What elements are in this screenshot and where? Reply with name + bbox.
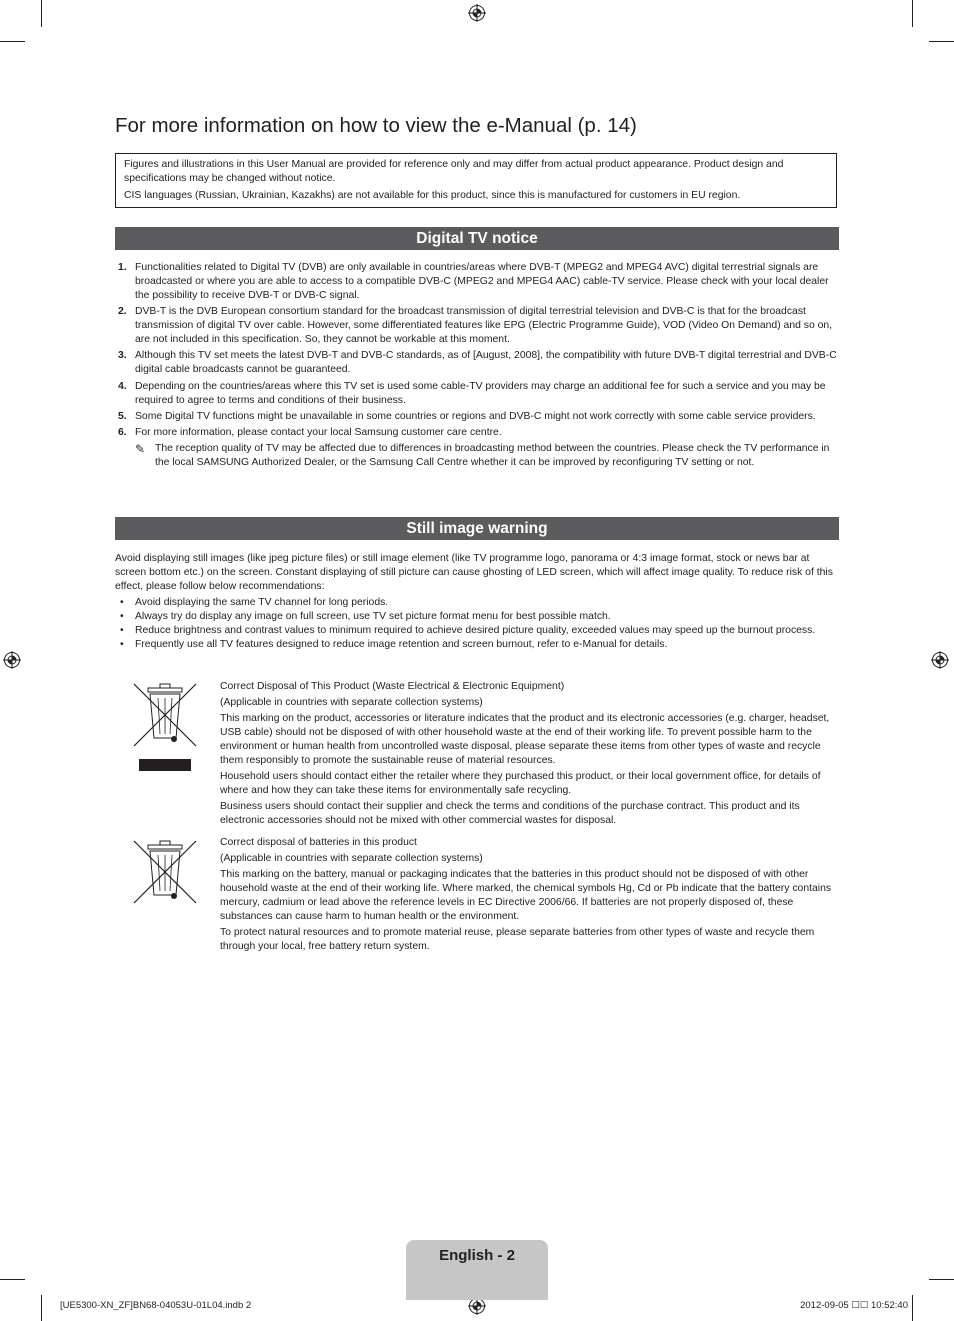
disclaimer-text: Figures and illustrations in this User Manual are provided for reference only and may differ from actual product appearance. Product design and specifications may be changed without notice.: [124, 159, 784, 184]
section-header-digital-tv: Digital TV notice: [115, 227, 839, 250]
list-item: [115, 426, 839, 440]
weee-battery-paragraph: To protect natural resources and to promote material reuse, please separate batteries from other types of waste and recycle them through your local, free battery return system.: [220, 927, 815, 952]
pencil-note-icon: ✎: [135, 442, 146, 457]
item-text: Depending on the countries/areas where this TV set is used some cable-TV providers may charge an additional fee for such a service and you may be required to agree to terms and conditions of their business.: [135, 380, 826, 406]
list-item: [115, 305, 839, 347]
bullet-icon: •: [120, 625, 124, 636]
item-text: Although this TV set meets the latest DVB-T and DVB-C standards, as of [August, 2008], the compatibility with future DVB-T digital terrestrial and DVB-C digital cable broadcasts cannot be guaranteed.: [135, 350, 837, 376]
crop-mark: [0, 1279, 25, 1280]
list-item: [115, 380, 839, 408]
disclaimer-text: CIS languages (Russian, Ukrainian, Kazakhs) are not available for this product, since this is manufactured for customers in EU region.: [124, 190, 741, 201]
weee-battery-subheading: (Applicable in countries with separate collection systems): [220, 853, 483, 864]
note-text: The reception quality of TV may be affected due to differences in broadcasting method between the countries. Please check the TV performance in the local SAMSUNG Authorized Dealer, or the Samsung Call Centre whether it can be improved by reconfiguring TV setting or not.: [155, 443, 830, 469]
list-item: [115, 349, 839, 377]
crop-mark: [929, 1279, 954, 1280]
item-number: 3.: [118, 350, 127, 362]
page-number-badge: [406, 1240, 548, 1300]
item-number: 2.: [118, 306, 127, 318]
list-item: [115, 261, 839, 303]
item-text: Some Digital TV functions might be unavailable in some countries or regions and DVB-C might not work correctly with some cable service providers.: [135, 410, 816, 422]
crop-mark: [912, 0, 913, 27]
section-header-still-image: Still image warning: [115, 517, 839, 540]
weee-battery-heading: Correct disposal of batteries in this product: [220, 837, 417, 848]
crop-mark: [41, 0, 42, 27]
reception-note: [135, 442, 839, 470]
weee-product-paragraph: Household users should contact either the retailer where they purchased this product, or their local government office, for details of where and how they can take these items for environmentally safe recycling.: [220, 771, 821, 796]
bullet-text: Always try do display any image on full screen, use TV set picture format menu for best possible match.: [135, 611, 611, 622]
item-text: For more information, please contact your local Samsung customer care centre.: [135, 426, 502, 438]
footer-file-name: [UE5300-XN_ZF]BN68-04053U-01L04.indb 2: [60, 1300, 252, 1311]
still-image-intro: Avoid displaying still images (like jpeg picture files) or still image element (like TV programme logo, panorama or 4:3 image format, stock or news bar at screen bottom etc.) on the screen. Constant displaying of still picture can cause ghosting of LED screen, which will affect image quality. To reduce risk of this effect, please follow below recommendations:: [115, 553, 833, 592]
list-item: [115, 638, 839, 652]
digital-tv-list: [115, 261, 839, 472]
bullet-text: Reduce brightness and contrast values to minimum required to achieve desired picture quality, exceeded values may speed up the burnout process.: [135, 625, 816, 636]
registration-mark-icon: [3, 651, 21, 669]
weee-product-paragraph: This marking on the product, accessories or literature indicates that the product and its electronic accessories (e.g. charger, headset, USB cable) should not be disposed of with other household waste at the end of their working life. To prevent possible harm to the environment or human health from uncontrolled waste disposal, please separate these items from other types of waste and recycle them responsibly to promote the sustainable reuse of material resources.: [220, 713, 830, 766]
item-number: 4.: [118, 380, 127, 392]
disclaimer-box: [115, 153, 837, 208]
bullet-icon: •: [120, 639, 124, 650]
crossed-out-wheelie-bin-icon: [132, 839, 198, 907]
weee-product-paragraph: Business users should contact their supplier and check the terms and conditions of the purchase contract. This product and its electronic accessories should not be mixed with other commercial wastes for disposal.: [220, 801, 800, 826]
list-item: [115, 610, 839, 624]
bullet-text: Frequently use all TV features designed to reduce image retention and screen burnout, refer to e-Manual for details.: [135, 639, 668, 650]
registration-mark-icon: [931, 651, 949, 669]
weee-battery-section: [220, 836, 836, 956]
item-text: Functionalities related to Digital TV (DVB) are only available in countries/areas where DVB-T (MPEG2 and MPEG4 AVC) digital terrestrial signals are broadcasted or where you are able to access to a compatible DVB-C (MPEG2 and MPEG4 AAC) cable-TV service. Please check with your local dealer the possibility to receive DVB-T or DVB-C signal.: [135, 262, 829, 301]
item-number: 6.: [118, 426, 127, 438]
weee-product-section: [220, 680, 836, 830]
bullet-icon: •: [120, 597, 124, 608]
list-item: [115, 624, 839, 638]
list-item: [115, 596, 839, 610]
crossed-out-wheelie-bin-icon: [132, 682, 198, 774]
list-item: [115, 410, 839, 424]
registration-mark-icon: [468, 4, 486, 22]
item-text: DVB-T is the DVB European consortium standard for the broadcast transmission of digital terrestrial television and DVB-C is that for the broadcast transmission of digital TV over cable. However, some differentiated features like EPG (Electric Programme Guide), VOD (Video On Demand) and so on, are not included in this specification. So, they cannot be workable at this moment.: [135, 306, 833, 346]
page-number-label: English - 2: [439, 1247, 515, 1264]
weee-battery-paragraph: This marking on the battery, manual or packaging indicates that the batteries in this product should not be disposed of with other household waste at the end of their working life. Where marked, the chemical symbols Hg, Cd or Pb indicate that the battery contains mercury, cadmium or lead above the reference levels in EC Directive 2006/66. If batteries are not properly disposed of, these substances can cause harm to human health or the environment.: [220, 869, 832, 922]
crop-mark: [0, 41, 25, 42]
crop-mark: [912, 1295, 913, 1321]
still-image-bullets: [115, 596, 839, 652]
item-number: 5.: [118, 410, 127, 422]
crop-mark: [41, 1295, 42, 1321]
weee-product-heading: Correct Disposal of This Product (Waste Electrical & Electronic Equipment): [220, 681, 565, 692]
crop-mark: [929, 41, 954, 42]
bullet-text: Avoid displaying the same TV channel for long periods.: [135, 597, 389, 608]
footer-timestamp: 2012-09-05 ☐☐ 10:52:40: [800, 1300, 908, 1311]
page-title: For more information on how to view the e-Manual (p. 14): [115, 114, 637, 137]
weee-product-subheading: (Applicable in countries with separate collection systems): [220, 697, 483, 708]
bullet-icon: •: [120, 611, 124, 622]
item-number: 1.: [118, 262, 127, 273]
